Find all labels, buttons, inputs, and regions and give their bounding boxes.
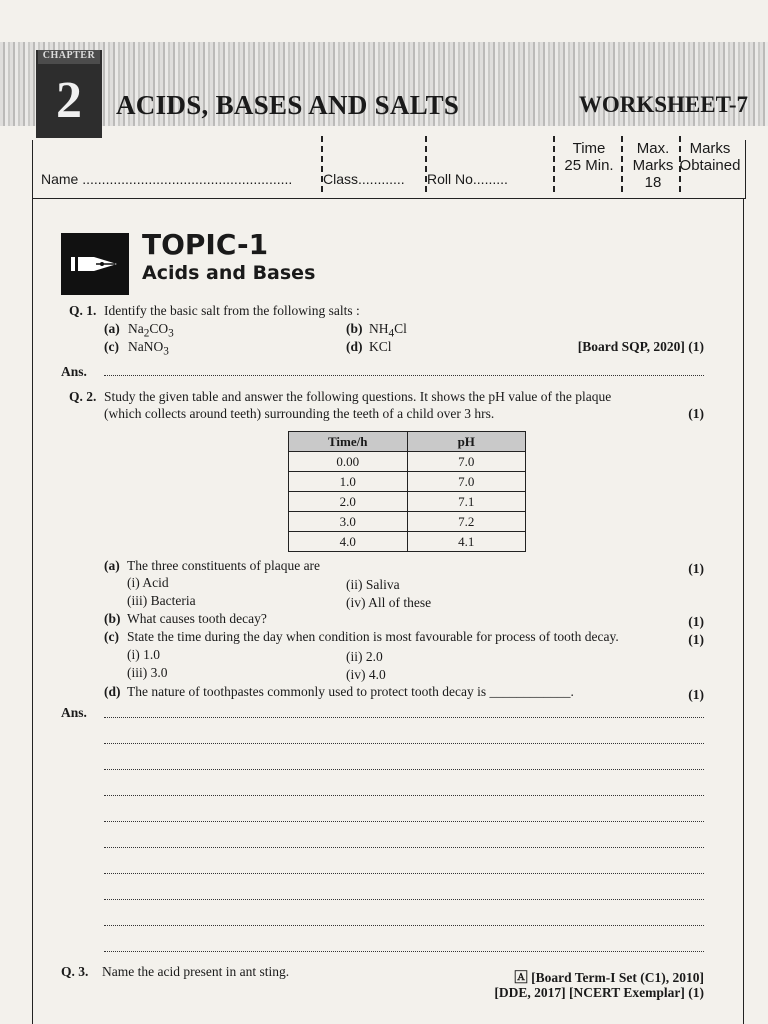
answer-line[interactable] [104,847,704,848]
max-marks-box [625,140,681,191]
worksheet-title: WORKSHEET-7 [578,92,748,117]
table-cell-ph: 4.1 [407,532,526,552]
topic-subtitle: Acids and Bases [142,262,316,284]
table-row [289,532,526,552]
q2-marks: (1) [688,406,704,421]
answer-line[interactable] [104,821,704,822]
q2c-option-i: (i) 1.0 [127,647,160,662]
q2c-option-ii: (ii) 2.0 [346,649,383,664]
q2a-option-iii: (iii) Bacteria [127,593,196,608]
answer-line[interactable] [104,717,704,718]
chapter-badge [36,50,102,138]
table-cell-time: 4.0 [289,532,408,552]
q2a-label: (a) [104,558,120,573]
q2a-option-ii: (ii) Saliva [346,577,400,592]
topic-title: TOPIC-1 [142,228,269,261]
table-cell-time: 3.0 [289,512,408,532]
q2b-text: What causes tooth decay? [127,611,267,626]
answer-line[interactable] [104,899,704,900]
q1-number: Q. 1. [69,303,97,318]
q2c-option-iv: (iv) 4.0 [346,667,386,682]
table-row [289,472,526,492]
q1-answer-label: Ans. [61,364,87,379]
name-field[interactable]: Name ...................................................... [41,171,293,187]
table-header-row [289,432,526,452]
table-cell-time: 0.00 [289,452,408,472]
table-row [289,492,526,512]
answer-line[interactable] [104,743,704,744]
q1-text: Identify the basic salt from the following salts : [104,303,360,318]
table-row [289,452,526,472]
time-label: Time [572,140,606,157]
q1-option-a: $Na_2CO_3$ [128,321,174,340]
time-value: 25 Min. [564,157,614,174]
max-marks-value: 18 [644,174,662,191]
time-box [559,140,619,174]
q1-option-b-label: (b) [346,321,363,336]
q2a-option-i: (i) Acid [127,575,169,590]
chapter-label: CHAPTER [38,50,100,64]
q2-text-line2: (which collects around teeth) surrounding the teeth of a child over 3 hrs. [104,406,495,421]
q2-answer-label: Ans. [61,705,87,720]
table-cell-time: 2.0 [289,492,408,512]
q1-option-d: KCl [369,339,392,354]
q2d-marks: (1) [688,687,704,702]
q2c-marks: (1) [688,632,704,647]
q2d-label: (d) [104,684,121,699]
table-cell-ph: 7.2 [407,512,526,532]
q2d-text: The nature of toothpastes commonly used to protect tooth decay is ____________. [127,684,574,699]
q1-source: [Board SQP, 2020] (1) [577,339,704,354]
student-info-strip [32,140,746,199]
q1-option-c: NaNO$_3$ [128,339,169,358]
divider [553,136,555,192]
q3-number: Q. 3. [61,964,89,979]
roll-number-field[interactable]: Roll No......... [427,171,508,187]
q2a-marks: (1) [688,561,704,576]
ph-table [288,431,526,552]
table-cell-ph: 7.0 [407,472,526,492]
q1-answer-line[interactable] [104,375,704,376]
marks-obtained-label: Marks [689,140,731,157]
q2a-option-iv: (iv) All of these [346,595,432,610]
q2-number: Q. 2. [69,389,97,404]
answer-line[interactable] [104,795,704,796]
q1-option-a-label: (a) [104,321,120,336]
pen-nib-icon [61,233,129,295]
table-cell-time: 1.0 [289,472,408,492]
answer-line[interactable] [104,925,704,926]
q2c-text: State the time during the day when condition is most favourable for process of tooth decay. [127,629,619,644]
max-marks-label: Max. [636,140,670,157]
chapter-title: ACIDS, BASES AND SALTS [116,90,460,120]
answer-line[interactable] [104,873,704,874]
table-header-ph: pH [407,432,526,452]
q3-source-line2: [DDE, 2017] [NCERT Exemplar] (1) [494,985,704,1000]
q3-source-line1: 🄰 [Board Term-I Set (C1), 2010] [514,970,704,985]
answer-line[interactable] [104,769,704,770]
chapter-number: 2 [56,72,82,129]
marks-obtained-label-2: Obtained [679,157,741,174]
table-cell-ph: 7.1 [407,492,526,512]
q2-text-line1: Study the given table and answer the following questions. It shows the pH value of the plaque [104,389,612,404]
q2c-label: (c) [104,629,119,644]
q2b-marks: (1) [688,614,704,629]
q1-option-c-label: (c) [104,339,119,354]
q2a-text: The three constituents of plaque are [127,558,321,573]
q2c-option-iii: (iii) 3.0 [127,665,168,680]
q2b-label: (b) [104,611,121,626]
q1-option-d-label: (d) [346,339,363,354]
q3-text: Name the acid present in ant sting. [102,964,290,979]
table-header-time: Time/h [289,432,408,452]
answer-line[interactable] [104,951,704,952]
table-cell-ph: 7.0 [407,452,526,472]
table-row [289,512,526,532]
q1-option-b: $NH_4Cl$ [369,321,407,340]
right-margin-rule [743,198,744,1024]
class-field[interactable]: Class............ [323,171,405,187]
marks-obtained-box[interactable] [677,140,743,174]
left-margin-rule [32,198,33,1024]
divider [621,136,623,192]
max-marks-label-2: Marks [632,157,674,174]
